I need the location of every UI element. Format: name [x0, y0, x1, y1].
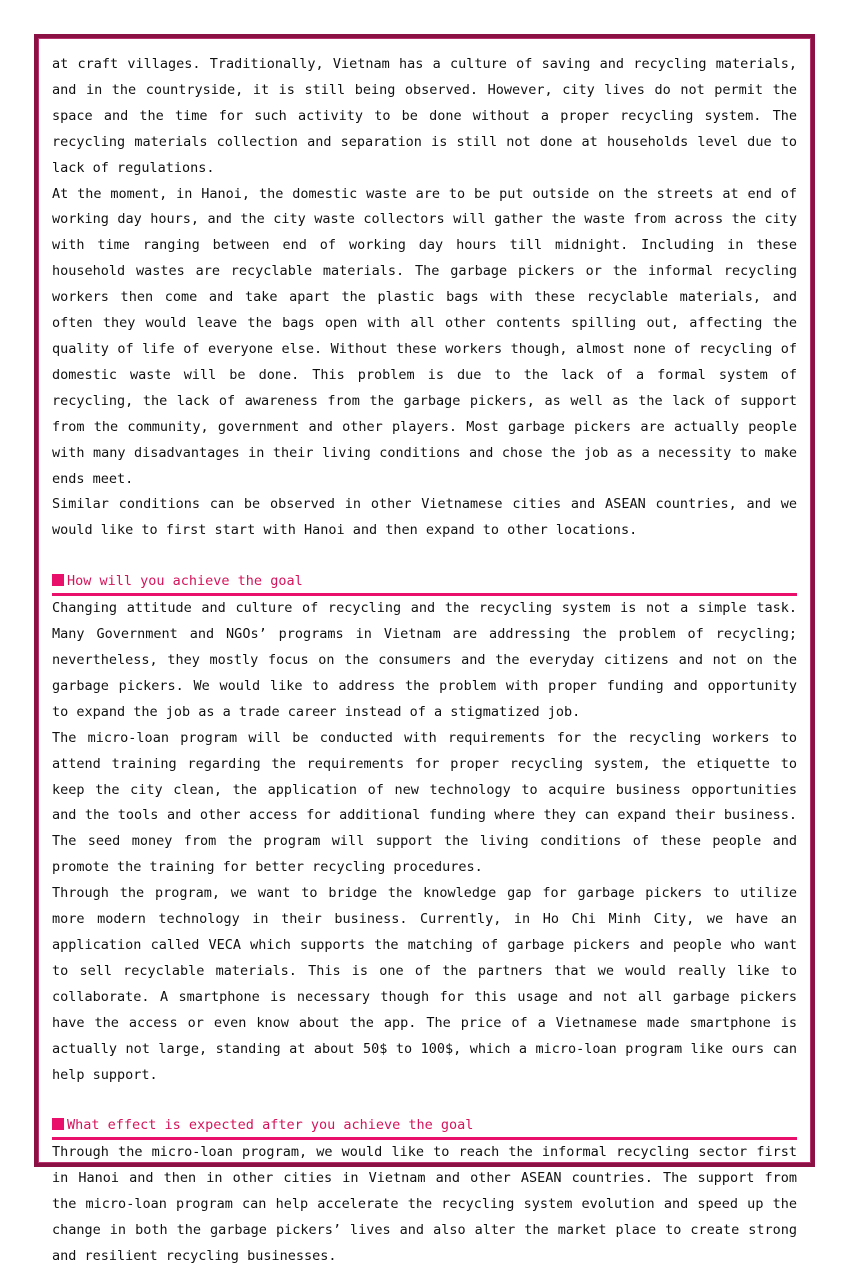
section-heading-how: [52, 570, 797, 596]
paragraph: At the moment, in Hanoi, the domestic waste are to be put outside on the streets at end of working day hours, and the city waste collectors will gather the waste from across the city with time ranging between end of working day hours till midnight. Including in these household wastes are recyclable materials. The garbage pickers or the informal recycling workers then come and take apart the plastic bags with these recyclable materials, and often they would leave the bags open with all other contents spilling out, affecting the quality of life of everyone else. Without these workers though, almost none of recycling of domestic waste will be done. This problem is due to the lack of a formal system of recycling, the lack of awareness from the garbage pickers, as well as the lack of support from the community, government and other players. Most garbage pickers are actually people with many disadvantages in their living conditions and chose the job as a necessity to make ends meet.: [52, 185, 797, 487]
paragraph: Through the program, we want to bridge the knowledge gap for garbage pickers to utilize more modern technology in their business. Currently, in Ho Chi Minh City, we have an application called VECA which supports the matching of garbage pickers and people who want to sell recyclable materials. This is one of the partners that we would really like to collaborate. A smartphone is necessary though for this usage and not all garbage pickers have the access or even know about the app. The price of a Vietnamese made smartphone is actually not large, standing at about 50$ to 100$, which a micro-loan program like ours can help support.: [52, 885, 797, 1083]
section-heading-text: What effect is expected after you achieve the goal: [67, 1117, 474, 1134]
square-bullet-icon: [52, 1118, 64, 1130]
square-bullet-icon: [52, 574, 64, 586]
section-heading-text: How will you achieve the goal: [67, 573, 303, 590]
paragraph: Through the micro-loan program, we would like to reach the informal recycling sector first in Hanoi and then in other cities in Vietnam and other ASEAN countries. The support from the micro-loan program can help accelerate the recycling system evolution and speed up the change in both the garbage pickers’ lives and also alter the market place to create strong and resilient recycling businesses.: [52, 1144, 797, 1265]
paragraph: Similar conditions can be observed in other Vietnamese cities and ASEAN countries, and we would like to first start with Hanoi and then expand to other locations.: [52, 496, 797, 539]
spacer: [52, 1088, 797, 1114]
paragraph: at craft villages. Traditionally, Vietnam has a culture of saving and recycling materials, and in the countryside, it is still being observed. However, city lives do not permit the space and the time for such activity to be done without a proper recycling system. The recycling materials collection and separation is still not done at households level due to lack of regulations.: [52, 56, 797, 176]
document-body: [52, 52, 797, 1270]
paragraph: The micro-loan program will be conducted with requirements for the recycling workers to attend training regarding the requirements for proper recycling system, the etiquette to keep the city clean, the application of new technology to acquire business opportunities and the tools and other access for additional funding where they can expand their business. The seed money from the program will support the living conditions of these people and promote the training for better recycling procedures.: [52, 729, 797, 876]
spacer: [52, 544, 797, 570]
section-heading-effect: [52, 1114, 797, 1140]
paragraph: Changing attitude and culture of recycling and the recycling system is not a simple task. Many Government and NGOs’ programs in Vietnam are addressing the problem of recycling; nevertheless, they mostly focus on the consumers and the everyday citizens and not on the garbage pickers. We would like to address the problem with proper funding and opportunity to expand the job as a trade career instead of a stigmatized job.: [52, 600, 797, 720]
